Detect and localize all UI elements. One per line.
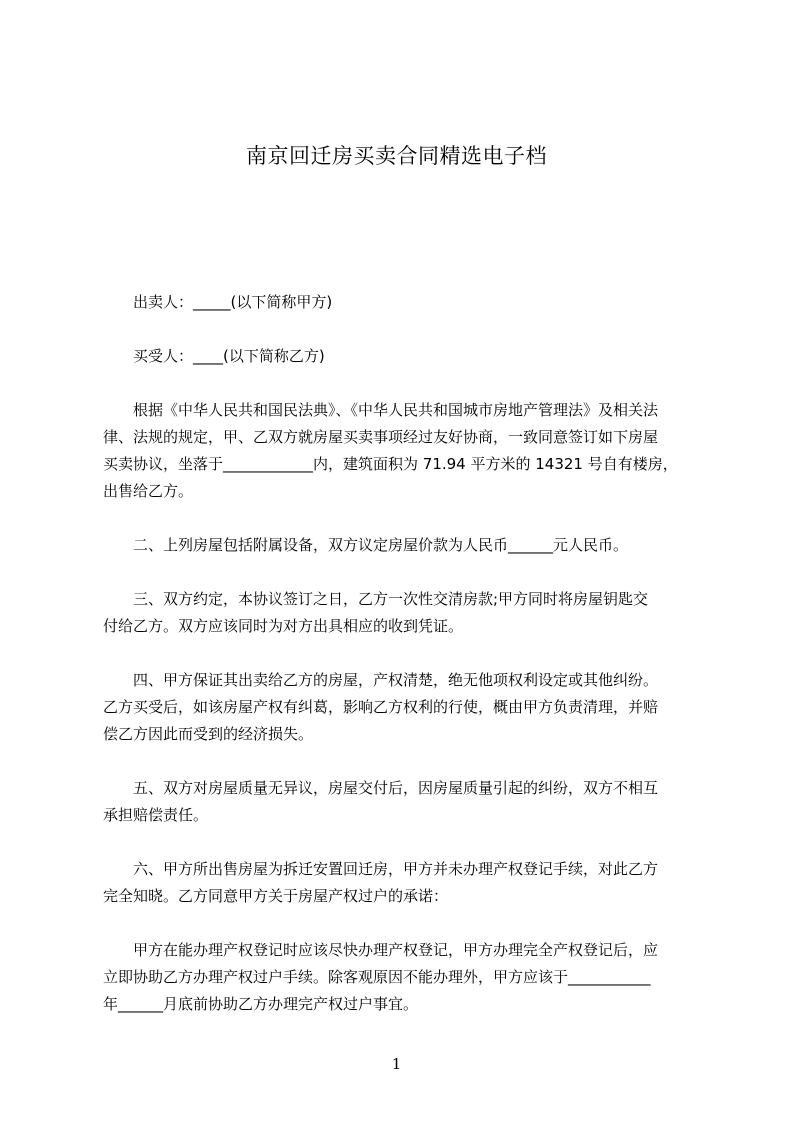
text-line: 乙方买受后，如该房屋产权有纠葛，影响乙方权利的行使，概由甲方负责清理，并赔: [103, 698, 659, 716]
text-line: 承担赔偿责任。: [103, 806, 209, 824]
text-line: 二、上列房屋包括附属设备，双方议定房屋价款为人民币______元人民币。: [133, 536, 629, 554]
text-line: 买受人：____(以下简称乙方): [133, 347, 325, 365]
text-line: 六、甲方所出售房屋为拆迁安置回迁房，甲方并未办理产权登记手续，对此乙方: [133, 860, 659, 878]
text-line: 出售给乙方。: [103, 482, 194, 500]
clause-6-promise-paragraph: [103, 937, 701, 1018]
text-line: 偿乙方因此而受到的经济损失。: [103, 725, 314, 743]
page-number: 1: [391, 1055, 402, 1073]
clause-3-paragraph: [103, 586, 701, 640]
text-line: 立即协助乙方办理产权过户手续。除客观原因不能办理外，甲方应该于___________: [103, 968, 651, 986]
text-line: 年______月底前协助乙方办理完产权过户事宜。: [103, 995, 419, 1013]
text-line: 律、法规的规定，甲、乙双方就房屋买卖事项经过友好协商，一致同意签订如下房屋: [103, 428, 659, 446]
document-title: 南京回迁房买卖合同精选电子档: [246, 144, 547, 168]
clause-4-paragraph: [103, 667, 701, 748]
text-line: 完全知晓。乙方同意甲方关于房屋产权过户的承诺：: [103, 887, 449, 905]
text-line: 出卖人：_____(以下简称甲方): [133, 293, 333, 311]
seller-line: [103, 289, 701, 316]
text-line: 四、甲方保证其出卖给乙方的房屋，产权清楚，绝无他项权利设定或其他纠纷。: [133, 671, 659, 689]
preamble-paragraph: [103, 397, 701, 505]
text-line: 买卖协议，坐落于____________内，建筑面积为 71.94 平方米的 14321 号自有楼房，: [103, 455, 678, 473]
text-line: 付给乙方。双方应该同时为对方出具相应的收到凭证。: [103, 617, 464, 635]
text-line: 三、双方约定，本协议签订之日，乙方一次性交清房款;甲方同时将房屋钥匙交: [133, 590, 649, 608]
text-line: 根据《中华人民共和国民法典》、《中华人民共和国城市房地产管理法》及相关法: [133, 401, 659, 419]
clause-2-paragraph: [103, 532, 701, 559]
text-line: 甲方在能办理产权登记时应该尽快办理产权登记，甲方办理完全产权登记后，应: [133, 941, 659, 959]
buyer-line: [103, 343, 701, 370]
text-line: 五、双方对房屋质量无异议，房屋交付后，因房屋质量引起的纠纷，双方不相互: [133, 779, 659, 797]
clause-6-paragraph: [103, 856, 701, 910]
clause-5-paragraph: [103, 775, 701, 829]
document-body: [103, 289, 701, 1045]
